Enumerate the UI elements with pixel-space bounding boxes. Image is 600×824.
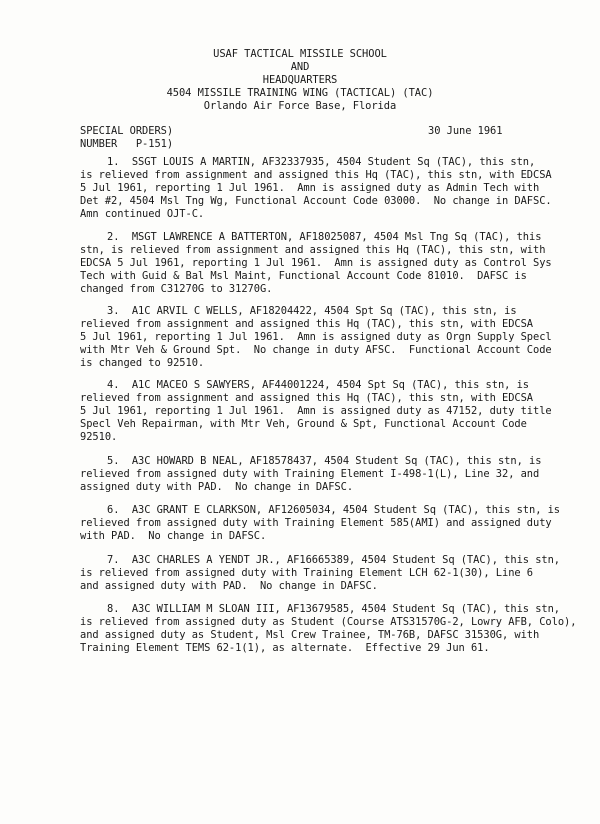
paragraph-2-line: 2. MSGT LAWRENCE A BATTERTON, AF18025087, 4504 Msl Tng Sq (TAC), this bbox=[107, 231, 542, 243]
paragraph-8-line: and assigned duty as Student, Msl Crew Trainee, TM-76B, DAFSC 31530G, with bbox=[80, 629, 540, 641]
headquarters-label: HEADQUARTERS bbox=[262, 74, 338, 86]
order-number: NUMBER P-151) bbox=[80, 138, 174, 150]
paragraph-2-line: Tech with Guid & Bal Msl Maint, Functional Account Code 81010. DAFSC is bbox=[80, 270, 527, 282]
paragraph-7-line: is relieved from assigned duty with Training Element LCH 62-1(30), Line 6 bbox=[80, 567, 534, 579]
paragraph-4-line: 4. A1C MACEO S SAWYERS, AF44001224, 4504 Spt Sq (TAC), this stn, is bbox=[107, 379, 529, 391]
paragraph-3-line: 5 Jul 1961, reporting 1 Jul 1961. Amn is assigned duty as Orgn Supply Specl bbox=[80, 331, 552, 343]
paragraph-3-line: 3. A1C ARVIL C WELLS, AF18204422, 4504 Spt Sq (TAC), this stn, is bbox=[107, 305, 517, 317]
paragraph-8-line: Training Element TEMS 62-1(1), as alternate. Effective 29 Jun 61. bbox=[80, 642, 490, 654]
paragraph-4-line: 5 Jul 1961, reporting 1 Jul 1961. Amn is assigned duty as 47152, duty title bbox=[80, 405, 552, 417]
paragraph-7-line: 7. A3C CHARLES A YENDT JR., AF16665389, 4504 Student Sq (TAC), this stn, bbox=[107, 554, 561, 566]
base-name: Orlando Air Force Base, Florida bbox=[203, 100, 397, 112]
paragraph-1-line: Det #2, 4504 Msl Tng Wg, Functional Account Code 03000. No change in DAFSC. bbox=[80, 195, 552, 207]
paragraph-6-line: 6. A3C GRANT E CLARKSON, AF12605034, 4504 Student Sq (TAC), this stn, is bbox=[107, 504, 561, 516]
paragraph-1-line: Amn continued OJT-C. bbox=[80, 208, 205, 220]
paragraph-4-line: Specl Veh Repairman, with Mtr Veh, Ground & Spt, Functional Account Code bbox=[80, 418, 527, 430]
paragraph-2-line: EDCSA 5 Jul 1961, reporting 1 Jul 1961. Amn is assigned duty as Control Sys bbox=[80, 257, 552, 269]
paragraph-3-line: is changed to 92510. bbox=[80, 357, 205, 369]
paragraph-6-line: relieved from assigned duty with Training Element 585(AMI) and assigned duty bbox=[80, 517, 552, 529]
paragraph-4-line: relieved from assignment and assigned this Hq (TAC), this stn, with EDCSA bbox=[80, 392, 534, 404]
paragraph-3-line: relieved from assignment and assigned this Hq (TAC), this stn, with EDCSA bbox=[80, 318, 534, 330]
paragraph-7-line: and assigned duty with PAD. No change in DAFSC. bbox=[80, 580, 378, 592]
header-and: AND bbox=[290, 61, 310, 73]
special-orders-label: SPECIAL ORDERS) bbox=[80, 125, 174, 137]
paragraph-4-line: 92510. bbox=[80, 431, 118, 443]
paragraph-1-line: is relieved from assignment and assigned this Hq (TAC), this stn, with EDCSA bbox=[80, 169, 552, 181]
school-name: USAF TACTICAL MISSILE SCHOOL bbox=[213, 48, 387, 60]
wing-name: 4504 MISSILE TRAINING WING (TACTICAL) (TAC) bbox=[166, 87, 434, 99]
order-date: 30 June 1961 bbox=[428, 125, 503, 137]
paragraph-1-line: 5 Jul 1961, reporting 1 Jul 1961. Amn is assigned duty as Admin Tech with bbox=[80, 182, 540, 194]
paragraph-5-line: assigned duty with PAD. No change in DAFSC. bbox=[80, 481, 354, 493]
paragraph-5-line: relieved from assigned duty with Training Element I-498-1(L), Line 32, and bbox=[80, 468, 540, 480]
paragraph-5-line: 5. A3C HOWARD B NEAL, AF18578437, 4504 Student Sq (TAC), this stn, is bbox=[107, 455, 542, 467]
paragraph-8-line: 8. A3C WILLIAM M SLOAN III, AF13679585, 4504 Student Sq (TAC), this stn, bbox=[107, 603, 561, 615]
paragraph-6-line: with PAD. No change in DAFSC. bbox=[80, 530, 267, 542]
paragraph-2-line: changed from C31270G to 31270G. bbox=[80, 283, 273, 295]
paragraph-8-line: is relieved from assigned duty as Student (Course ATS31570G-2, Lowry AFB, Colo), bbox=[80, 616, 577, 628]
paragraph-2-line: stn, is relieved from assignment and assigned this Hq (TAC), this stn, with bbox=[80, 244, 546, 256]
paragraph-3-line: with Mtr Veh & Ground Spt. No change in duty AFSC. Functional Account Code bbox=[80, 344, 552, 356]
paragraph-1-line: 1. SSGT LOUIS A MARTIN, AF32337935, 4504 Student Sq (TAC), this stn, bbox=[107, 156, 536, 168]
